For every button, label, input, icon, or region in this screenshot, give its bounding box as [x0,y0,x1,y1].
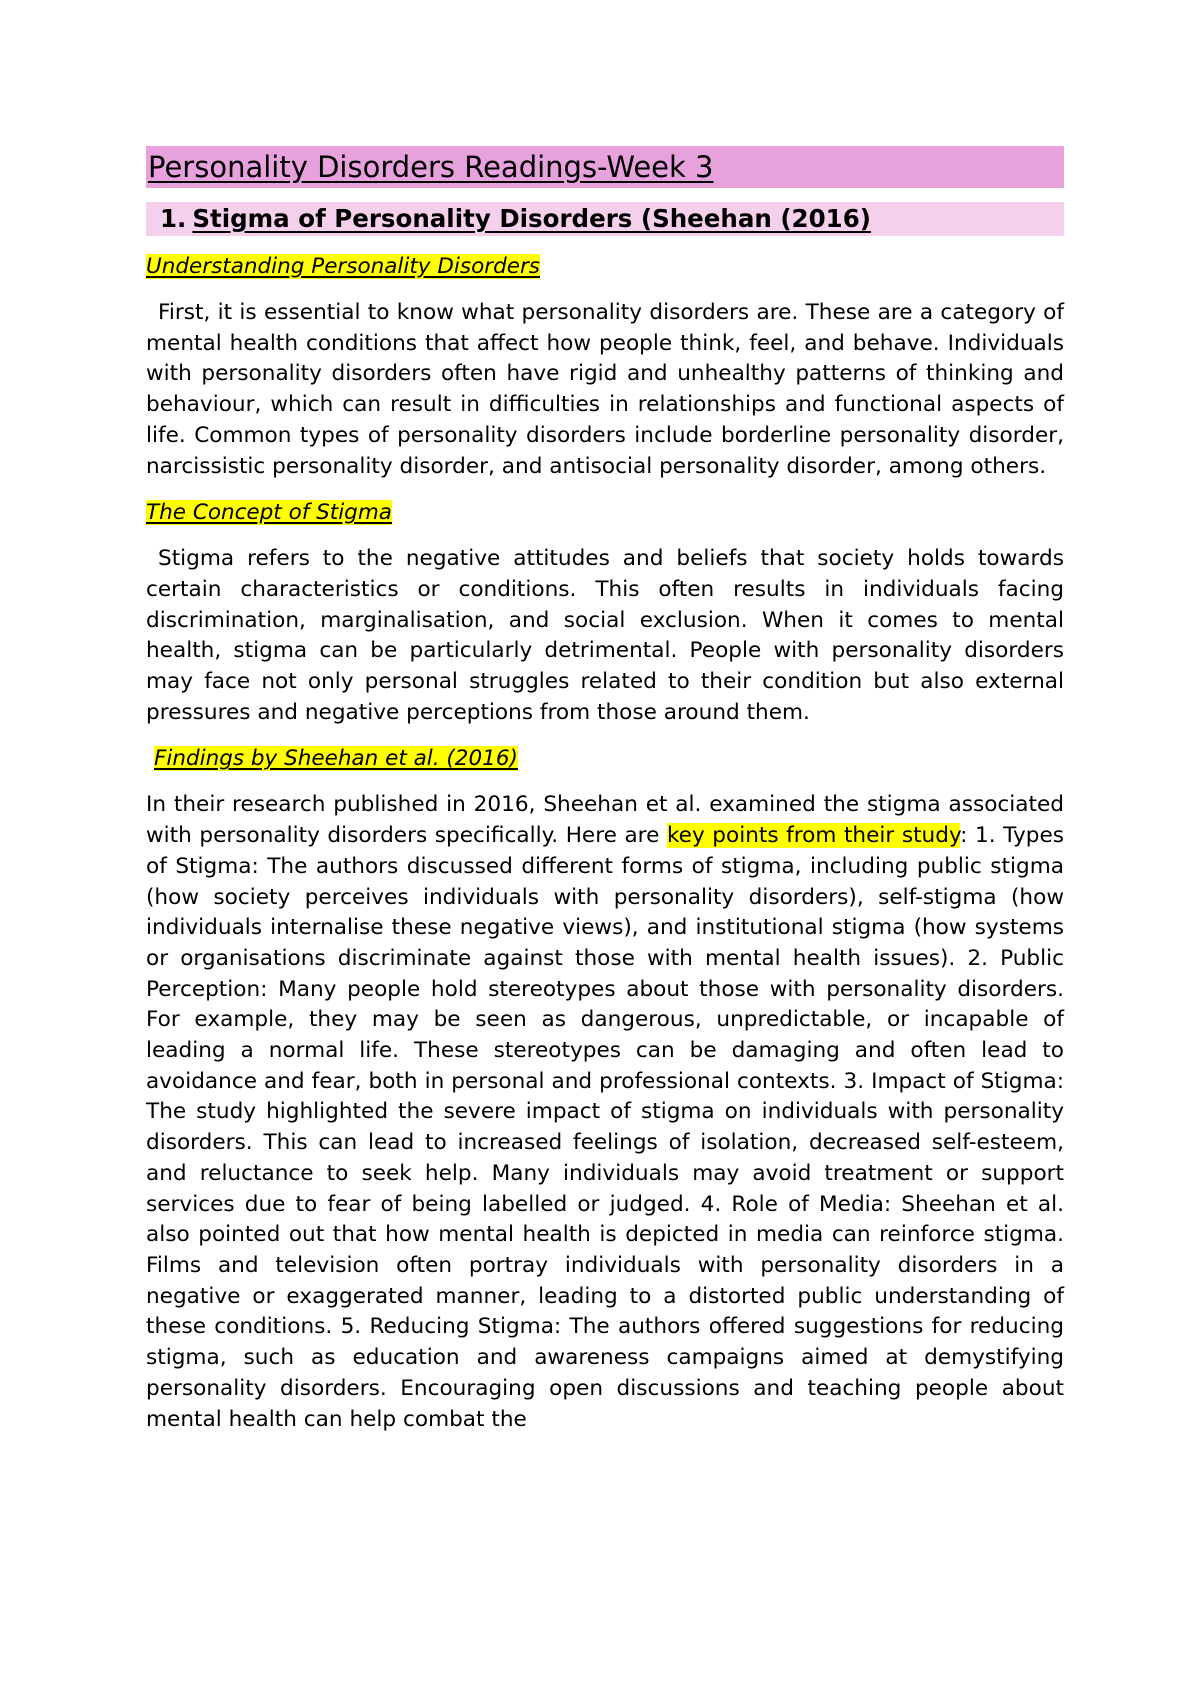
subheading-stigma-concept-text: The Concept of Stigma [146,500,392,526]
paragraph-stigma-concept-text: Stigma refers to the negative attitudes and beliefs that society holds towards certain characteristics or conditions. This often results in individuals facing discrimination, marginalisation, and social exclusion. When it comes to mental health, stigma can be particularly detrimental. People with personality disorders may face not only personal struggles related to their condition but also external pressures and negative perceptions from those around them. [146,546,1064,725]
paragraph-understanding [146,298,1064,482]
subheading-findings [146,744,1064,774]
paragraph-understanding-text: First, it is essential to know what personality disorders are. These are a category of mental health conditions that affect how people think, feel, and behave. Individuals with personality disorders often have rigid and unhealthy patterns of thinking and behaviour, which can result in difficulties in relationships and functional aspects of life. Common types of personality disorders include borderline personality disorder, narcissistic personality disorder, and antisocial personality disorder, among others. [146,300,1064,479]
paragraph-findings-intro: In their research published in 2016, Sheehan et al. examined the stigma associated with personality disorders specifically. Here are [146,792,1064,849]
subheading-understanding [146,252,1064,282]
section-number: 1. [160,204,187,233]
subheading-understanding-text: Understanding Personality Disorders [146,254,541,279]
paragraph-findings [146,790,1064,1435]
section-heading [146,202,1064,236]
subheading-stigma-concept [146,498,1064,528]
document-title [146,146,1064,188]
paragraph-findings-body: : 1. Types of Stigma: The authors discussed different forms of stigma, including public stigma (how society perceives individuals with personality disorders), self-stigma (how individuals internalise these negative views), and institutional stigma (how systems or organisations discriminate against those with mental health issues). 2. Public Perception: Many people hold stereotypes about those with personality disorders. For example, they may be seen as dangerous, unpredictable, or incapable of leading a normal life. These stereotypes can be damaging and often lead to avoidance and fear, both in personal and professional contexts. 3. Impact of Stigma: The study highlighted the severe impact of stigma on individuals with personality disorders. This can lead to increased feelings of isolation, decreased self-esteem, and reluctance to seek help. Many individuals may avoid treatment or support services due to fear of being labelled or judged. 4. Role of Media: Sheehan et al. also pointed out that how mental health is depicted in media can reinforce stigma. Films and television often portray individuals with personality disorders in a negative or exaggerated manner, leading to a distorted public understanding of these conditions. 5. Reducing Stigma: The authors offered suggestions for reducing stigma, such as education and awareness campaigns aimed at demystifying personality disorders. Encouraging open discussions and teaching people about mental health can help combat the [146,823,1064,1432]
paragraph-stigma-concept [146,544,1064,728]
subheading-findings-text: Findings by Sheehan et al. (2016) [154,746,518,772]
document-page [146,146,1064,1451]
paragraph-findings-highlight: key points from their study [666,823,961,849]
document-title-text: Personality Disorders Readings-Week 3 [148,150,714,184]
section-title: Stigma of Personality Disorders (Sheehan (2016) [192,204,871,233]
